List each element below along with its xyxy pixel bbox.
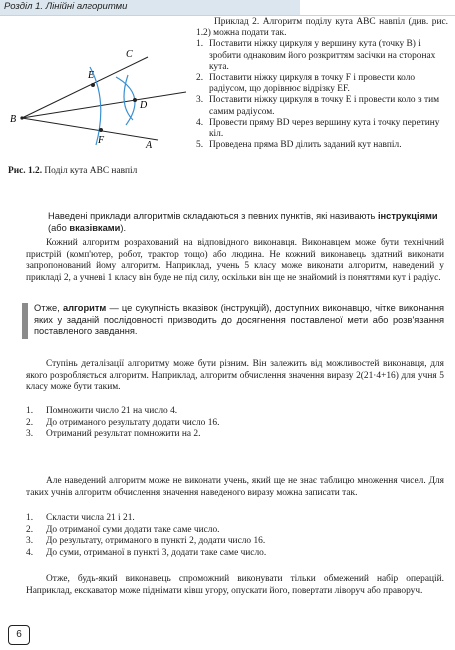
example-step xyxy=(196,95,448,117)
list-item-text: Помножити число 21 на число 4. xyxy=(46,406,178,416)
paragraph-executor: Кожний алгоритм розрахований на відповідного виконавця. Виконавцем може бути технічний пристрій (комп'ютер, робот, трактор тощо) або людина. Не кожний виконавець здатний виконати запропонований йому алгоритм. Наприклад, учень 5 класу може виконати алгоритм, наведений у прикладі 2, а учневі 1 класу він буде не під силу, оскільки він ще не знайомий із поняттями кут і радіус. xyxy=(26,238,444,283)
example-step xyxy=(196,73,448,95)
list-item xyxy=(26,513,444,525)
section-header xyxy=(0,0,300,16)
example-title: Приклад 2. Алгоритм поділу кута ABC навпіл (див. рис. 1.2) можна подати так. xyxy=(196,17,448,39)
angle-bisection-figure xyxy=(8,25,190,165)
paragraph-alternative: Але наведений алгоритм може не виконати учень, який ще не знає таблицю множення чисел. Для таких учнів алгоритм обчислення значення наведеного виразу можна записати так. xyxy=(26,476,444,498)
step-text: Поставити ніжку циркуля в точку E і провести коло з тим самим радіусом. xyxy=(209,95,440,117)
section-title: Розділ 1. Лінійні алгоритми xyxy=(4,1,128,12)
note-post: ). xyxy=(120,222,127,233)
point-f xyxy=(99,128,103,132)
list-item-number: 2. xyxy=(26,417,34,428)
page-number: 6 xyxy=(8,625,30,645)
list-item xyxy=(26,536,444,548)
step-number: 1. xyxy=(196,39,204,50)
list-item-number: 3. xyxy=(26,429,34,440)
label-e: E xyxy=(88,70,95,81)
figure-caption-number: Рис. 1.2. xyxy=(8,166,43,176)
step-text: Поставити ніжку циркуля в точку F і провести коло радіусом, що дорівнює відрізку EF. xyxy=(209,73,416,95)
example-step xyxy=(196,140,448,151)
step-number: 4. xyxy=(196,117,204,128)
figure-caption-text: Поділ кута ABC навпіл xyxy=(42,166,138,176)
label-a: A xyxy=(146,140,153,151)
paragraph-operations: Отже, будь-який виконавець спроможний виконувати тільки обмежений набір операцій. Наприклад, екскаватор може піднімати ківш угору, опускати його, повертати ліворуч або праворуч. xyxy=(26,574,444,596)
step-text: Проведена пряма BD ділить заданий кут навпіл. xyxy=(209,140,402,151)
point-d xyxy=(133,98,137,102)
bisector-bd xyxy=(22,92,186,118)
label-c: C xyxy=(126,49,133,60)
list-item-text: До отриманої суми додати таке саме число. xyxy=(46,524,220,535)
figure-caption xyxy=(8,166,190,177)
example-step xyxy=(196,118,448,140)
example-steps xyxy=(196,39,448,151)
list-item xyxy=(26,525,444,537)
list-item-number: 3. xyxy=(26,536,34,547)
note-term-instructions: інструкціями xyxy=(377,211,438,221)
definition-pre: Отже, xyxy=(34,303,63,313)
list-item xyxy=(26,429,444,441)
note-mid: (або xyxy=(48,222,70,233)
instructions-note xyxy=(48,211,438,234)
step-number: 5. xyxy=(196,140,204,151)
list-item-text: До результату, отриманого в пункті 2, додати число 16. xyxy=(46,536,266,547)
definition-marker xyxy=(22,303,28,339)
step-number: 3. xyxy=(196,95,204,106)
note-pre: Наведені приклади алгоритмів складаються з певних пунктів, які називають xyxy=(48,211,378,221)
label-d: D xyxy=(140,100,148,111)
algorithm-list-1 xyxy=(26,406,444,441)
list-item-number: 1. xyxy=(26,406,34,416)
list-item-text: Скласти числа 21 і 21. xyxy=(46,513,135,523)
arc-from-f xyxy=(124,75,133,120)
step-text: Поставити ніжку циркуля у вершину кута (точку B) і зробити однаковим його розкриттям засічки на сторонах кута. xyxy=(209,39,436,72)
list-item-text: До суми, отриманої в пункті 3, додати таке саме число. xyxy=(46,547,267,558)
step-number: 2. xyxy=(196,73,204,84)
example-2 xyxy=(196,17,448,151)
ray-ba xyxy=(22,118,158,140)
list-item-number: 4. xyxy=(26,547,34,558)
note-term-directions: вказівками xyxy=(69,222,121,233)
list-item xyxy=(26,548,444,560)
label-b: B xyxy=(10,114,17,125)
paragraph-detail-level: Ступінь деталізації алгоритму може бути різним. Він залежить від можливостей виконавця, для якого розробляється алгоритм. Наприклад, алгоритм обчислення значення виразу 2(21·4+16) для учня 5 класу може бути таким. xyxy=(26,359,444,393)
point-e xyxy=(91,83,95,87)
algorithm-list-2 xyxy=(26,513,444,559)
header-divider xyxy=(0,15,455,16)
list-item-number: 2. xyxy=(26,524,34,535)
point-b xyxy=(20,116,23,119)
definition-text: — це сукупність вказівок (інструкцій), доступних виконавцю, чітке виконання яких у заданій послідовності призводить до досягнення поставленої мети або розв'язання поставленого завдання. xyxy=(34,303,444,337)
label-f: F xyxy=(98,135,105,146)
step-text: Провести пряму BD через вершину кута і точку перетину кіл. xyxy=(209,117,440,140)
list-item xyxy=(26,406,444,418)
list-item-text: До отриманого результату додати число 16. xyxy=(46,417,220,428)
list-item-text: Отриманий результат помножити на 2. xyxy=(46,429,201,440)
algorithm-definition xyxy=(34,303,444,338)
list-item xyxy=(26,418,444,430)
list-item-number: 1. xyxy=(26,513,34,523)
definition-term: алгоритм xyxy=(62,303,107,313)
example-step xyxy=(196,39,448,73)
